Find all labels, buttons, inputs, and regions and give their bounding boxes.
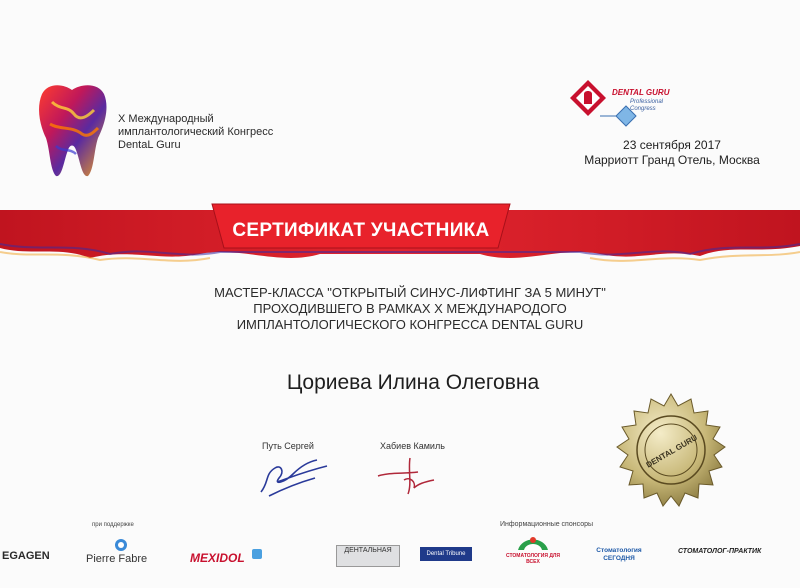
event-info [572, 138, 772, 168]
sponsor-dentalnaya: ДЕНТАЛЬНАЯ [336, 545, 400, 567]
sponsor-stomatologia-dlya-vseh: СТОМАТОЛОГИЯ ДЛЯ ВСЕХ [506, 553, 560, 565]
tooth-logo [34, 80, 112, 180]
logo-subtitle-line: Professional [630, 99, 664, 105]
certificate-line: ПРОХОДИВШЕГО В РАМКАХ X МЕЖДУНАРОДОГО [253, 301, 567, 316]
signature [374, 450, 444, 496]
sponsor-stomatologia-segodnya: Стоматология СЕГОДНЯ [596, 547, 642, 562]
support-label: при поддержке [92, 522, 134, 528]
event-date: 23 сентября 2017 [623, 138, 721, 152]
info-sponsors-label: Информационные спонсоры [500, 521, 594, 528]
certificate-title: СЕРТИФИКАТ УЧАСТНИКА [232, 220, 490, 241]
congress-line: имплантологический Конгресс [118, 126, 274, 138]
signer-name: Путь Сергей [262, 441, 314, 451]
gold-seal [612, 392, 730, 510]
mexidol-badge-icon [252, 549, 262, 559]
sponsor-stomatolog-praktik: СТОМАТОЛОГ-ПРАКТИК [678, 548, 762, 555]
pierre-fabre-icon [114, 538, 128, 552]
event-venue: Марриотт Гранд Отель, Москва [584, 153, 760, 167]
logo-subtitle [630, 99, 663, 113]
congress-title [118, 113, 273, 152]
seal-text: DENTAL GURU [644, 433, 699, 470]
sponsor-pierre-fabre: Pierre Fabre [86, 553, 148, 565]
certificate-body [0, 285, 800, 333]
certificate-line: ИМПЛАНТОЛОГИЧЕСКОГО КОНГРЕССА DENTAL GURU [236, 317, 584, 332]
logo-subtitle-line: Congress [630, 106, 656, 112]
logo-brand: DENTAL GURU [612, 88, 670, 97]
sponsor-mexidol: MEXIDOL [190, 551, 245, 565]
signature [255, 452, 335, 498]
certificate-line: МАСТЕР-КЛАССА "ОТКРЫТЫЙ СИНУС-ЛИФТИНГ ЗА 5 МИНУТ" [214, 285, 606, 300]
sponsor-egagen: EGAGEN [2, 550, 50, 562]
congress-line: X Международный [118, 113, 214, 125]
stomatologia-dlya-vseh-icon [516, 530, 550, 552]
sponsor-dental-tribune: Dental Tribune [420, 547, 472, 561]
congress-line: DentaL Guru [118, 139, 181, 151]
signer-name: Хабиев Камиль [380, 441, 445, 451]
participant-name: Цориева Илина Олеговна [286, 371, 540, 394]
